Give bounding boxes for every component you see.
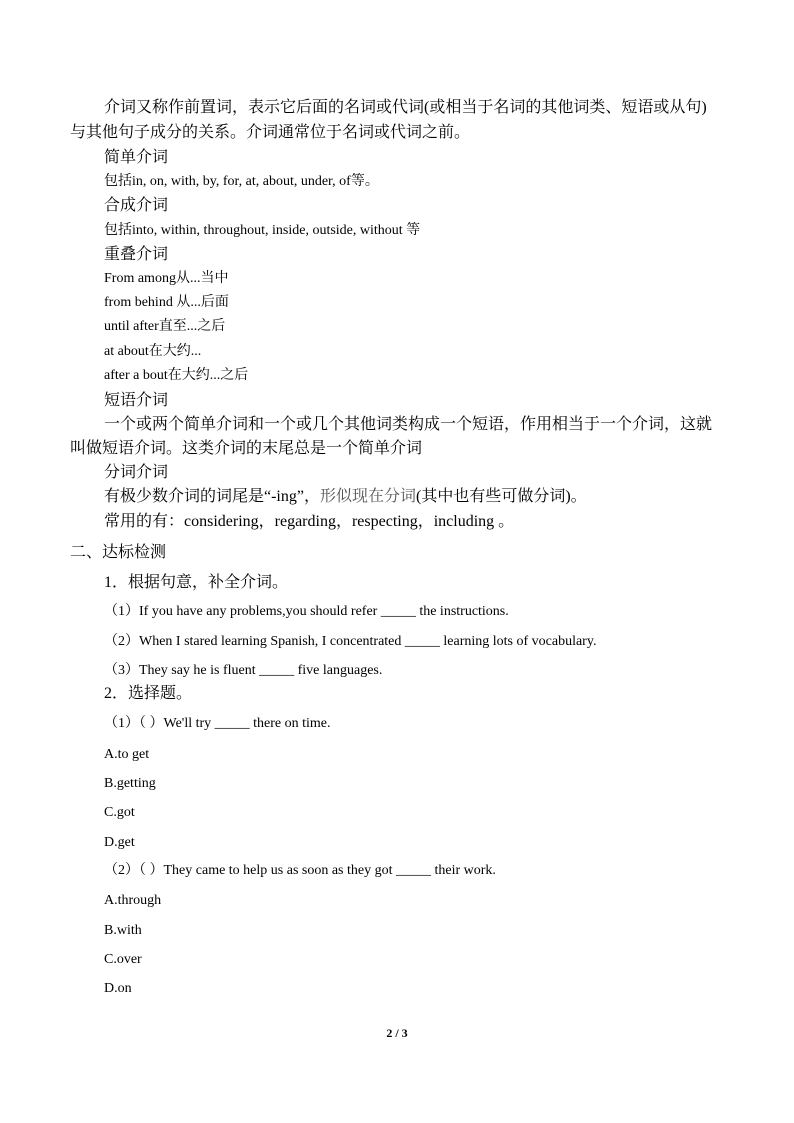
answer-option: C.got [104,805,135,820]
double-prep-item: after a bout在大约...之后 [104,368,249,383]
compound-prep-desc: 包括into, within, throughout, inside, outside, without 等 [104,223,421,238]
question-stem: （2）（ ）They came to help us as soon as they got _____ their work. [104,863,496,878]
answer-option: B.with [104,923,142,938]
double-prep-item: at about在大约... [104,344,202,359]
double-prep-item: from behind 从...后面 [104,295,229,310]
answer-option: A.through [104,893,162,908]
participle-prep-heading: 分词介词 [104,464,169,481]
intro-line-2: 与其他句子成分的关系。介词通常位于名词或代词之前。 [70,124,471,141]
exercise-1-item: （2）When I stared learning Spanish, I concentrated _____ learning lots of vocabulary. [104,634,597,649]
page-number: 2 / 3 [386,1026,408,1040]
participle-prep-desc [104,487,587,507]
phrase-prep-line-1: 一个或两个简单介词和一个或几个其他词类构成一个短语，作用相当于一个介词，这就 [104,416,713,433]
exercise-1-item: （1）If you have any problems,you should refer _____ the instructions. [104,604,509,619]
answer-option: D.on [104,981,132,996]
answer-option: C.over [104,952,142,967]
compound-prep-heading: 合成介词 [104,197,169,214]
question-stem: （1）（ ）We'll try _____ there on time. [104,716,331,731]
exercise-2-title: 2．选择题。 [104,685,193,702]
simple-prep-desc: 包括in, on, with, by, for, at, about, under, of等。 [104,174,379,189]
participle-desc-highlight: 形似现在分词 [319,488,416,505]
answer-option: B.getting [104,776,156,791]
participle-desc-part: (其中也有些可做分词)。 [416,488,587,505]
double-prep-item: From among从...当中 [104,271,229,286]
exercise-1-item: （3）They say he is fluent _____ five languages. [104,663,383,678]
answer-option: D.get [104,835,135,850]
phrase-prep-heading: 短语介词 [104,392,169,409]
double-prep-item: until after直至...之后 [104,319,226,334]
exercise-1-title: 1．根据句意，补全介词。 [104,574,289,591]
section-heading: 二、达标检测 [70,544,167,561]
participle-desc-part: 有极少数介词的词尾是“-ing”， [104,488,320,505]
double-prep-heading: 重叠介词 [104,246,169,263]
participle-common: 常用的有：considering，regarding，respecting，including 。 [104,513,515,530]
phrase-prep-line-2: 叫做短语介词。这类介词的末尾总是一个简单介词 [70,440,423,457]
simple-prep-heading: 简单介词 [104,149,169,166]
intro-line-1: 介词又称作前置词，表示它后面的名词或代词(或相当于名词的其他词类、短语或从句) [104,99,707,116]
answer-option: A.to get [104,747,150,762]
